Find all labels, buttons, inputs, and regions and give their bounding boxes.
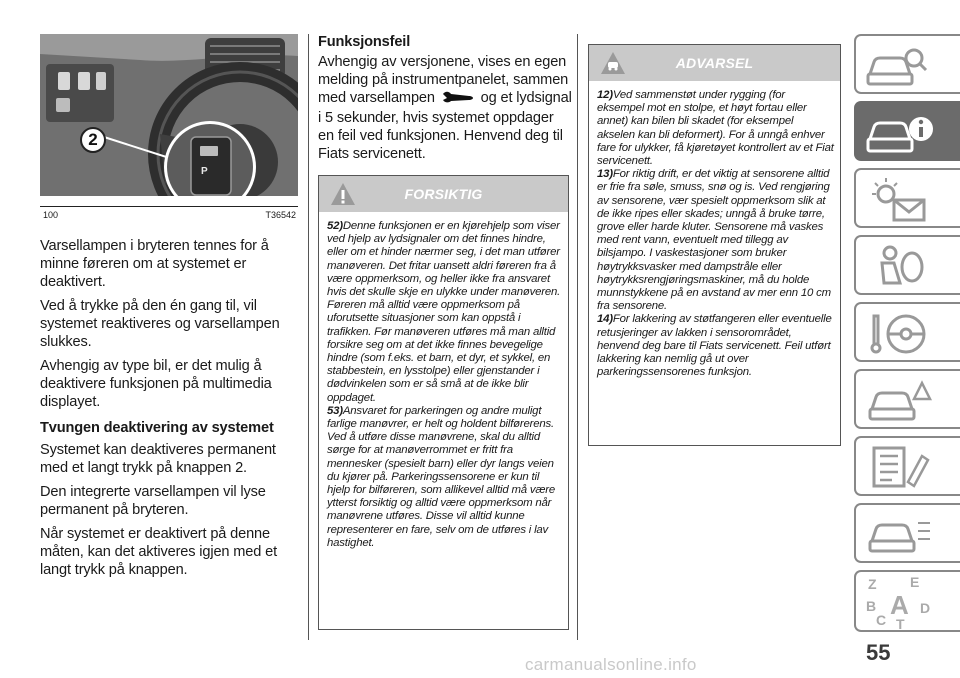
section-heading: Funksjonsfeil — [318, 34, 411, 50]
note-number: 53) — [327, 404, 343, 417]
paragraph: Når systemet er deaktivert på denne måten, kan det aktiveres igjen med et langt trykk på knappen. — [40, 526, 278, 578]
page-number: 55 — [866, 640, 891, 665]
figure-code: T36542 — [265, 210, 296, 220]
tab-emergency[interactable] — [854, 369, 960, 429]
light-message-icon — [864, 174, 934, 226]
caution-title: FORSIKTIG — [404, 186, 483, 202]
figure-number: 100 — [43, 210, 59, 220]
note-text: For lakkering av støtfangeren eller eventuelle retusjeringer av lakken i sensorområdet, henvend deg bare til Fiats servicenett. Feil utført lakkering kan nemlig gå ut over parkeringssensorenes funksjon. — [597, 313, 832, 379]
warning-header — [589, 45, 840, 81]
tab-dashboard[interactable] — [854, 34, 960, 94]
caution-box — [318, 175, 569, 630]
column-divider — [308, 34, 309, 640]
note-text: Denne funksjonen er en kjørehjelp som viser ved hjelp av lydsignaler om det finnes hindre, eller om et hinder nærmer seg, i det man utfører manøveren. Det fritar uansett aldri føreren fra å være oppmerksom, og heller ikke fra ansvaret hvis det skulle skje en ulykke under manøveren. Føreren må alltid være oppmerksom på uforutsette situasjoner som kan oppstå i trafikken. Før manøveren utføres må man alltid forsikre seg om at det ikke finnes bevegelige hindre (som f.eks. et barn, et dyr, et sykkel, en stabbestein, en lysstolpe) eller gjenstander i dødvinkelen som er så små at de ikke blir oppdaget. — [327, 220, 561, 404]
tab-index[interactable] — [854, 570, 960, 632]
section-heading: Tvungen deaktivering av systemet — [40, 420, 274, 436]
wrench-icon — [441, 90, 475, 109]
warning-box — [588, 44, 841, 446]
dashboard-switch-figure — [40, 34, 298, 196]
paragraph-text: Avhengig av versjonene, vises en egen melding på instrumentpanelet, sammen med varsellampen — [318, 54, 569, 106]
paragraph-text: og et lydsignal i 5 sekunder, hvis systemet oppdager en feil ved funksjonen. Henvend deg til Fiats servicenett. — [318, 90, 572, 162]
paragraph — [318, 53, 572, 163]
maintenance-checklist-icon — [864, 442, 934, 494]
car-search-icon — [864, 40, 934, 92]
paragraph: Varsellampen i bryteren tennes for å minne føreren om at systemet er deaktivert. — [40, 238, 269, 290]
index-letter: E — [910, 574, 920, 590]
index-letter: A — [890, 590, 909, 620]
note-text: Ved sammenstøt under rygging (for eksempel mot en stolpe, et høyt fortau eller annet) kan bilen bli skadet (for eksempel akselen kan bli deformert). For å unngå enhver fare for ulykker, få kjøretøyet kontrollert av et Fiat servicenett. — [597, 89, 834, 168]
warning-body — [589, 81, 840, 385]
tab-lights-messages[interactable] — [854, 168, 960, 228]
tab-passenger-safety[interactable] — [854, 235, 960, 295]
index-letter: C — [876, 612, 887, 628]
note-number: 12) — [597, 89, 613, 101]
park-button-label: P — [201, 166, 208, 177]
note-number: 14) — [597, 313, 613, 326]
figure-caption — [40, 206, 298, 220]
note-text: For riktig drift, er det viktig at sensorene alltid er frie fra søle, smuss, snø og is. Ved rengjøring av sensorene, vær spesielt oppmerksom slik at de ikke ripes eller skades; unngå å bruke tørre, grove eller harde kluter. Sensorene må vaskes med rent vann, eventuelt med tillegg av bilsjampo. I vaskestasjoner som bruker høytrykksvasker med dampstråle eller høytrykksrengjøringsmaskiner, må du holde munnstykkene på en avstand av mer enn 10 cm fra sensorene. — [597, 168, 831, 313]
index-letter: T — [896, 616, 905, 632]
watermark: carmanualsonline.info — [525, 655, 697, 674]
paragraph: Ved å trykke på den én gang til, vil systemet reaktiveres og varsellampen slukkes. — [40, 298, 280, 350]
paragraph: Den integrerte varsellampen vil lyse permanent på bryteren. — [40, 484, 266, 518]
index-letter: B — [866, 598, 877, 614]
steering-wheel-icon — [864, 308, 934, 360]
callout-number-2: 2 — [80, 127, 106, 153]
tab-safety-info[interactable] — [854, 101, 960, 161]
tab-starting-driving[interactable] — [854, 302, 960, 362]
caution-body — [319, 212, 568, 556]
column-divider — [577, 34, 578, 640]
caution-header — [319, 176, 568, 212]
tab-maintenance[interactable] — [854, 436, 960, 496]
paragraph: Avhengig av type bil, er det mulig å deaktivere funksjonen på multimedia displayet. — [40, 358, 272, 410]
index-letter: Z — [868, 576, 877, 592]
tab-technical-data[interactable] — [854, 503, 960, 563]
index-letter: D — [920, 600, 931, 616]
warning-title: ADVARSEL — [675, 55, 754, 71]
note-number: 52) — [327, 220, 343, 232]
column-1-text — [40, 237, 302, 585]
car-warning-icon — [864, 375, 934, 427]
car-info-icon — [864, 107, 934, 159]
index-icon — [866, 574, 936, 630]
note-text: Ansvaret for parkeringen og andre muligt farlige manøvrer, er helt og holdent bilførerens. Ved å utføre disse manøvrene, skal du alltid sørge for at manøverrommet er fritt fra mennesker (spesielt barn) eller dyr langs veien du kjører på. Parkeringssensorene er kun til hjelp for bilføreren, som allikevel alltid må være ytterst forsiktig og alltid være oppmerksom når manøvrene utføres. Disse vil alltid kunne representerer en fare, selv om de utføres i lav hastighet. — [327, 404, 556, 549]
column-2-text — [318, 33, 572, 163]
note-number: 13) — [597, 168, 613, 181]
seat-airbag-icon — [864, 241, 934, 293]
car-data-icon — [864, 509, 934, 561]
paragraph: Systemet kan deaktiveres permanent med et langt trykk på knappen 2. — [40, 442, 276, 476]
